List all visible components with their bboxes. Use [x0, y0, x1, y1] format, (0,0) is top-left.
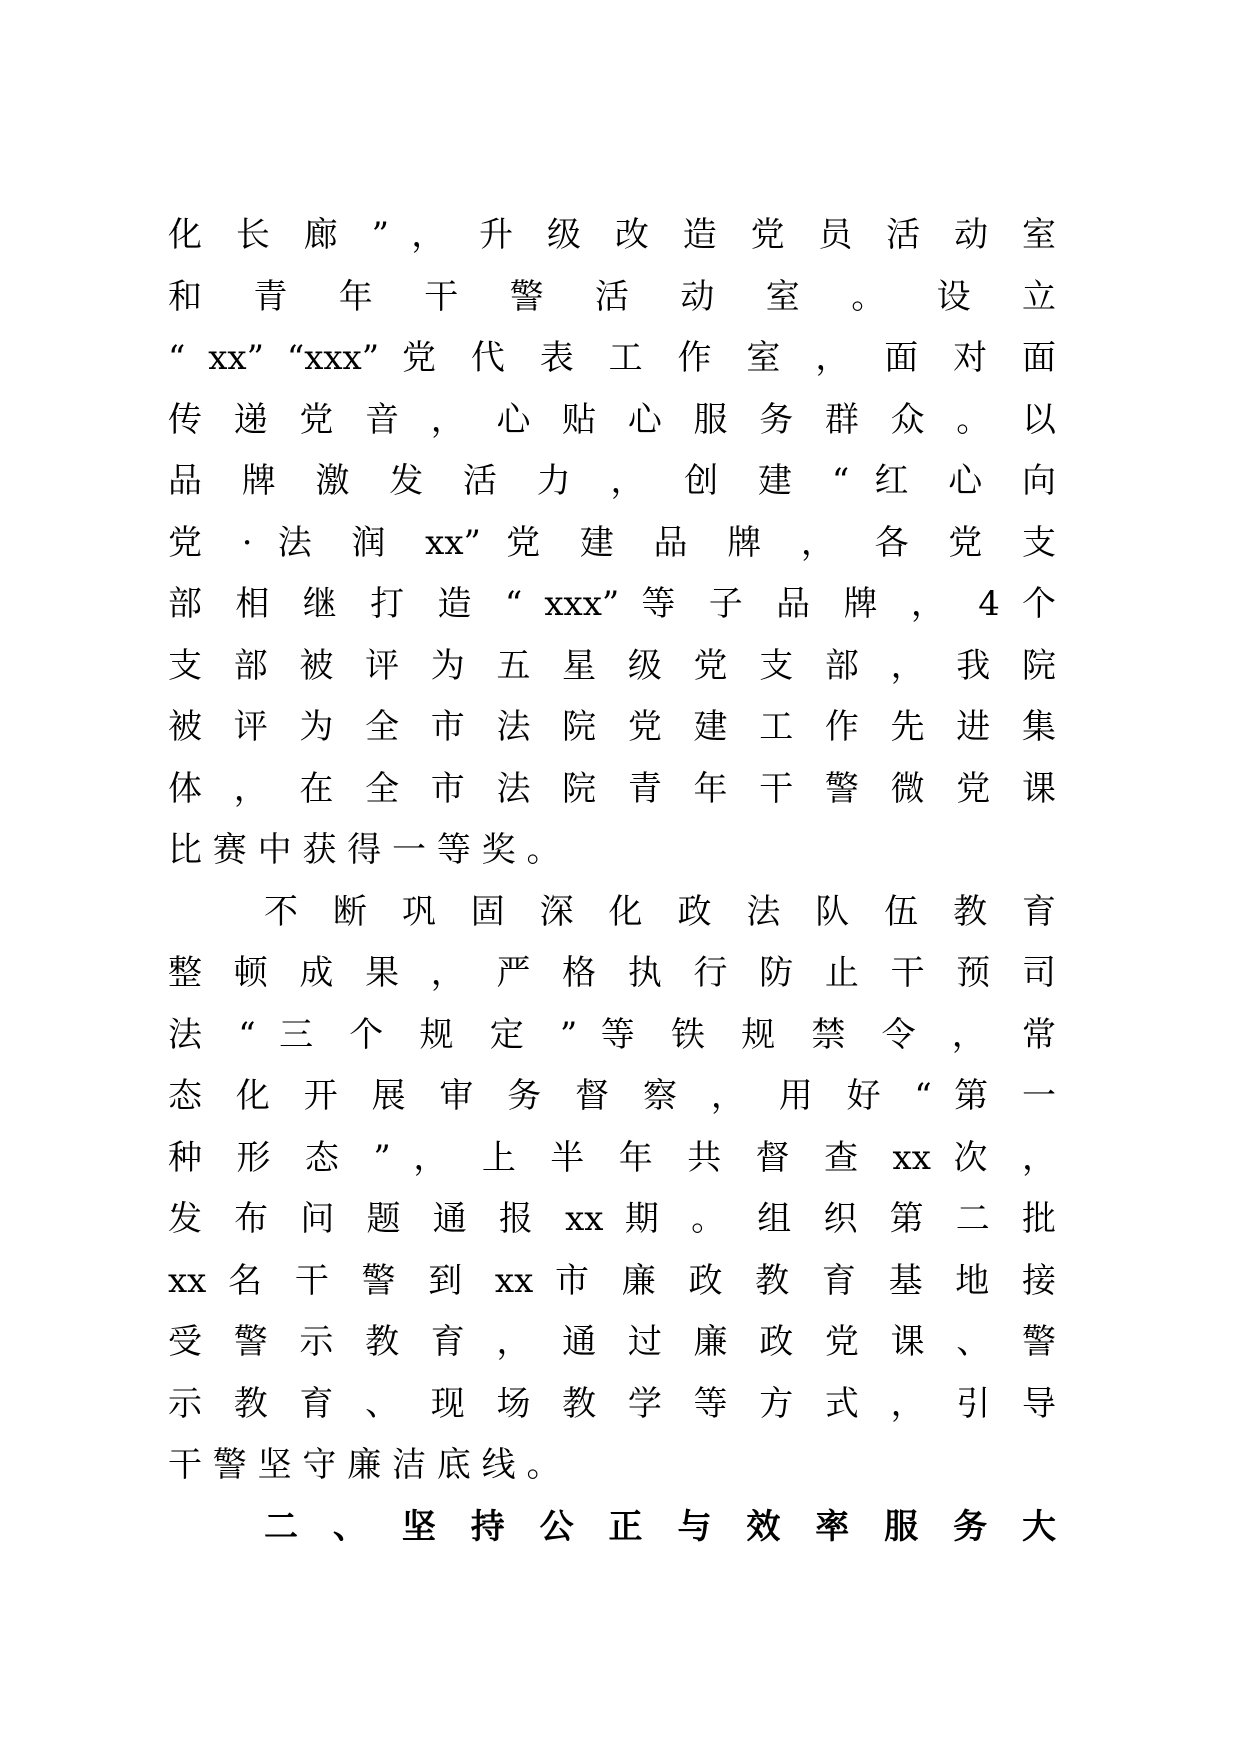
paragraph-line: 干 警 坚 守 廉 洁 底 线 。: [168, 1445, 561, 1485]
paragraph-line: 种 形 态 ” ， 上 半 年 共 督 查 xx 次 ，: [168, 1137, 1056, 1178]
paragraph-line: 品 牌 激 发 活 力 ， 创 建 “ 红 心 向: [168, 461, 1056, 501]
paragraph-line: 传 递 党 音 ， 心 贴 心 服 务 群 众 。 以: [168, 399, 1056, 440]
paragraph-line: “ xx” “xxx” 党 代 表 工 作 室 ， 面 对 面: [168, 338, 1056, 378]
paragraph-line: 受 警 示 教 育 ， 通 过 廉 政 党 课 、 警: [168, 1322, 1056, 1362]
paragraph-2: [168, 882, 1056, 1497]
paragraph-line: 部 相 继 打 造 “ xxx” 等 子 品 牌 ， 4 个: [168, 584, 1056, 624]
paragraph-line: 比 赛 中 获 得 一 等 奖 。: [168, 830, 561, 870]
paragraph-line: 和 青 年 干 警 活 动 室 。 设 立: [168, 276, 1056, 317]
paragraph-line: 党 · 法 润 xx” 党 建 品 牌 ， 各 党 支: [168, 522, 1056, 563]
paragraph-line: 法 “ 三 个 规 定 ” 等 铁 规 禁 令 ， 常: [168, 1014, 1056, 1055]
paragraph-line: 化 长 廊 ” ， 升 级 改 造 党 员 活 动 室: [168, 215, 1056, 255]
section-heading: 二 、 坚 持 公 正 与 效 率 服 务 大: [264, 1506, 1056, 1547]
paragraph-line: 态 化 开 展 审 务 督 察 ， 用 好 “ 第 一: [168, 1076, 1056, 1116]
paragraph-1: [168, 205, 1056, 882]
paragraph-line: 不 断 巩 固 深 化 政 法 队 伍 教 育: [264, 891, 1056, 932]
paragraph-line: 被 评 为 全 市 法 院 党 建 工 作 先 进 集: [168, 707, 1056, 747]
paragraph-line: 示 教 育 、 现 场 教 学 等 方 式 ， 引 导: [168, 1383, 1056, 1424]
body-text: [168, 205, 1056, 1558]
paragraph-line: 整 顿 成 果 ， 严 格 执 行 防 止 干 预 司: [168, 953, 1056, 993]
paragraph-line: xx 名 干 警 到 xx 市 廉 政 教 育 基 地 接: [168, 1260, 1056, 1301]
paragraph-line: 支 部 被 评 为 五 星 级 党 支 部 ， 我 院: [168, 645, 1056, 686]
paragraph-line: 体 ， 在 全 市 法 院 青 年 干 警 微 党 课: [168, 768, 1056, 809]
paragraph-line: 发 布 问 题 通 报 xx 期 。 组 织 第 二 批: [168, 1199, 1056, 1239]
